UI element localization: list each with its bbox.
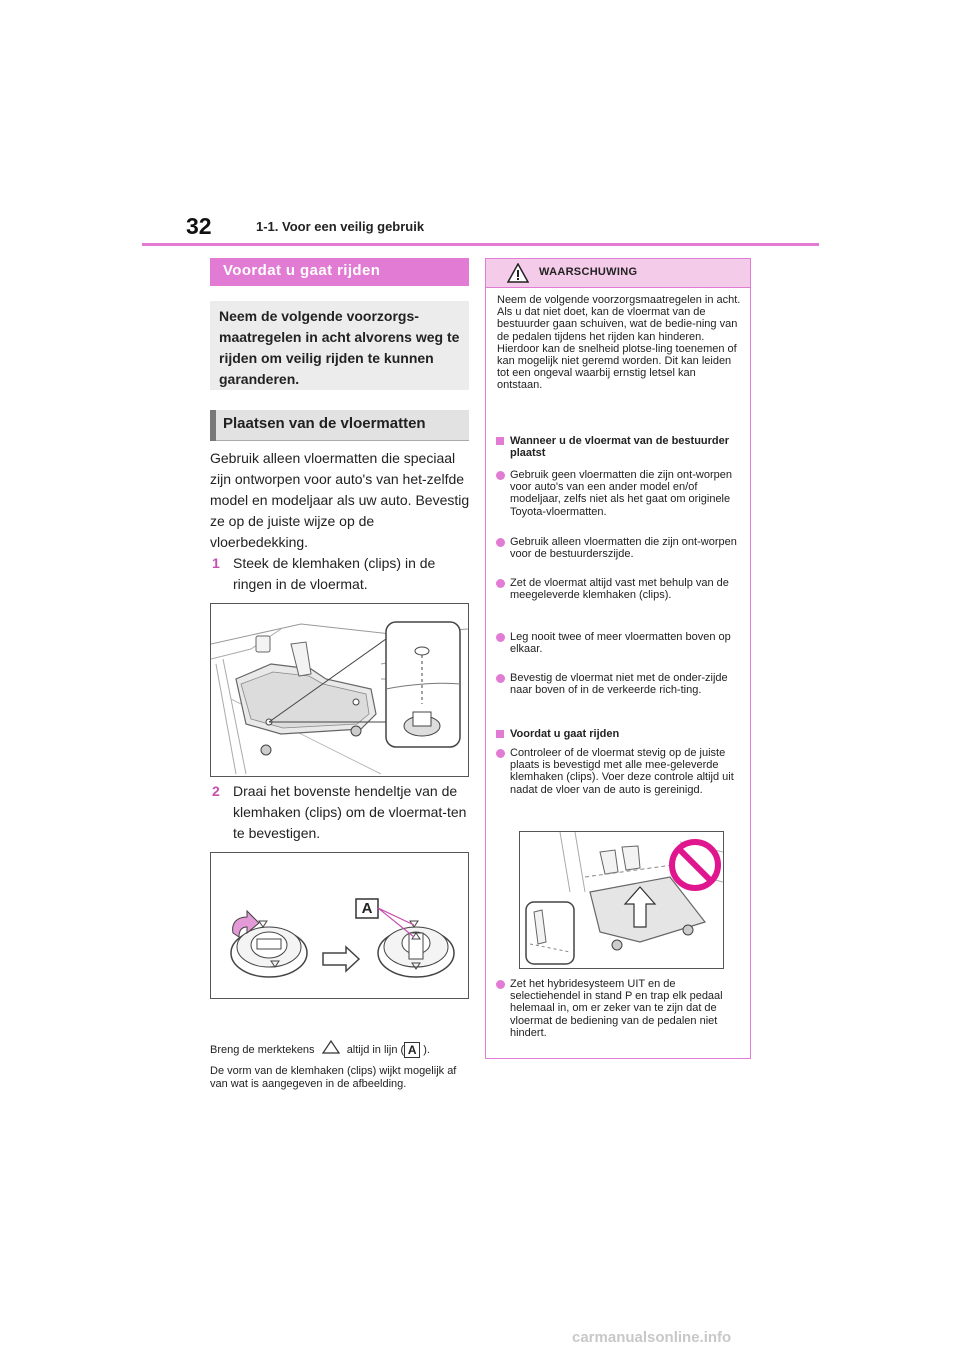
warning-bullet: Zet het hybridesysteem UIT en de selectiehendel in stand P en trap elk pedaal helemaal in, om er zeker van te zijn dat de vloermat de bediening van de pedalen niet hindert.	[496, 978, 746, 1052]
intro-box	[210, 301, 469, 390]
warning-heading-1: Wanneer u de vloermat van de bestuurder plaatst	[496, 435, 746, 461]
step-number: 2	[212, 783, 220, 799]
bullet-dot-icon	[496, 633, 505, 642]
warning-heading-2: Voordat u gaat rijden	[496, 728, 746, 742]
caption-shape-note: De vorm van de klemhaken (clips) wijkt mogelijk af van wat is aangegeven in de afbeelding.	[210, 1065, 457, 1090]
sub-title-banner	[210, 410, 469, 441]
figure-label-a: A	[361, 900, 373, 917]
warning-box	[485, 258, 751, 1059]
header-rule	[142, 243, 819, 246]
warning-triangle-icon	[507, 263, 529, 283]
step-2	[212, 781, 480, 844]
bullet-dot-icon	[496, 579, 505, 588]
caption-text-after: ).	[423, 1044, 430, 1056]
step-text: Steek de klemhaken (clips) in de ringen in de vloermat.	[233, 555, 436, 592]
bullet-dot-icon	[496, 980, 505, 989]
warning-bullet: Bevestig de vloermat niet met de onder-zijde naar boven of in de verkeerde rich-ting.	[496, 672, 746, 710]
bullet-dot-icon	[496, 471, 505, 480]
sub-title-bar	[210, 410, 216, 441]
watermark: carmanualsonline.info	[572, 1329, 732, 1346]
intro-text: Neem de volgende voorzorgs-maatregelen in acht alvorens weg te rijden om veilig rijden te kunnen garanderen.	[219, 308, 460, 387]
pink-title-banner	[210, 258, 469, 286]
warning-bullet: Leg nooit twee of meer vloermatten boven op elkaar.	[496, 631, 746, 657]
section-title: 1-1. Voor een veilig gebruik	[256, 219, 425, 234]
warning-bullet: Gebruik geen vloermatten die zijn ont-worpen voor auto's van een ander model en/of modeljaar, zelfs niet als het gaat om originele Toyota-vloermatten.	[496, 469, 746, 519]
bullet-dot-icon	[496, 674, 505, 683]
caption-text-mid: altijd in lijn (	[346, 1044, 405, 1056]
floormat-illustration	[211, 604, 468, 776]
warning-bullet: Gebruik alleen vloermatten die zijn ont-worpen voor de bestuurderszijde.	[496, 536, 746, 562]
clip-rotation-illustration	[211, 853, 468, 998]
figure-prohibited-mat	[519, 831, 724, 969]
step-text: Draai het bovenste hendeltje van de klemhaken (clips) om de vloermat-ten te bevestigen.	[233, 783, 467, 841]
square-bullet-icon	[496, 437, 504, 445]
warning-bullet: Zet de vloermat altijd vast met behulp van de meegeleverde klemhaken (clips).	[496, 577, 746, 615]
warning-title: WAARSCHUWING	[539, 266, 638, 278]
figure-clip-rotation	[210, 852, 469, 999]
page-number: 32	[186, 213, 212, 239]
figure-floormat-clips	[210, 603, 469, 777]
square-bullet-icon	[496, 730, 504, 738]
body-text: Gebruik alleen vloermatten die speciaal zijn ontworpen voor auto's van het-zelfde model en modeljaar als uw auto. Bevestig ze op de juiste wijze op de vloerbedekking.	[210, 450, 470, 550]
bullet-dot-icon	[496, 749, 505, 758]
warning-intro: Neem de volgende voorzorgsmaatregelen in acht. Als u dat niet doet, kan de vloermat van de bestuurder gaan schuiven, wat de bedie-ning van de pedalen tijdens het rijden kan hinderen. Hierdoor kan de snelheid plotse-ling toenemen of kan mogelijk niet geremd worden. Dit kan leiden tot een ongeval waarbij ernstig letsel kan ontstaan.	[497, 294, 741, 392]
bullet-dot-icon	[496, 538, 505, 547]
caption-marks	[210, 1040, 472, 1058]
triangle-mark-icon	[322, 1040, 340, 1054]
step-number: 1	[212, 555, 220, 571]
prohibited-sign-icon	[668, 838, 722, 892]
step-1	[212, 553, 480, 595]
sub-title: Plaatsen van de vloermatten	[223, 415, 426, 432]
pink-title: Voordat u gaat rijden	[223, 262, 381, 279]
caption-text-before: Breng de merktekens	[210, 1044, 315, 1056]
warning-bullet: Controleer of de vloermat stevig op de juiste plaats is bevestigd met alle mee-geleverde klemhaken (clips). Voer deze controle altijd uit nadat de vloer van de auto is gereinigd.	[496, 747, 746, 809]
warning-header	[486, 259, 750, 288]
caption-label-a: A	[404, 1042, 420, 1058]
